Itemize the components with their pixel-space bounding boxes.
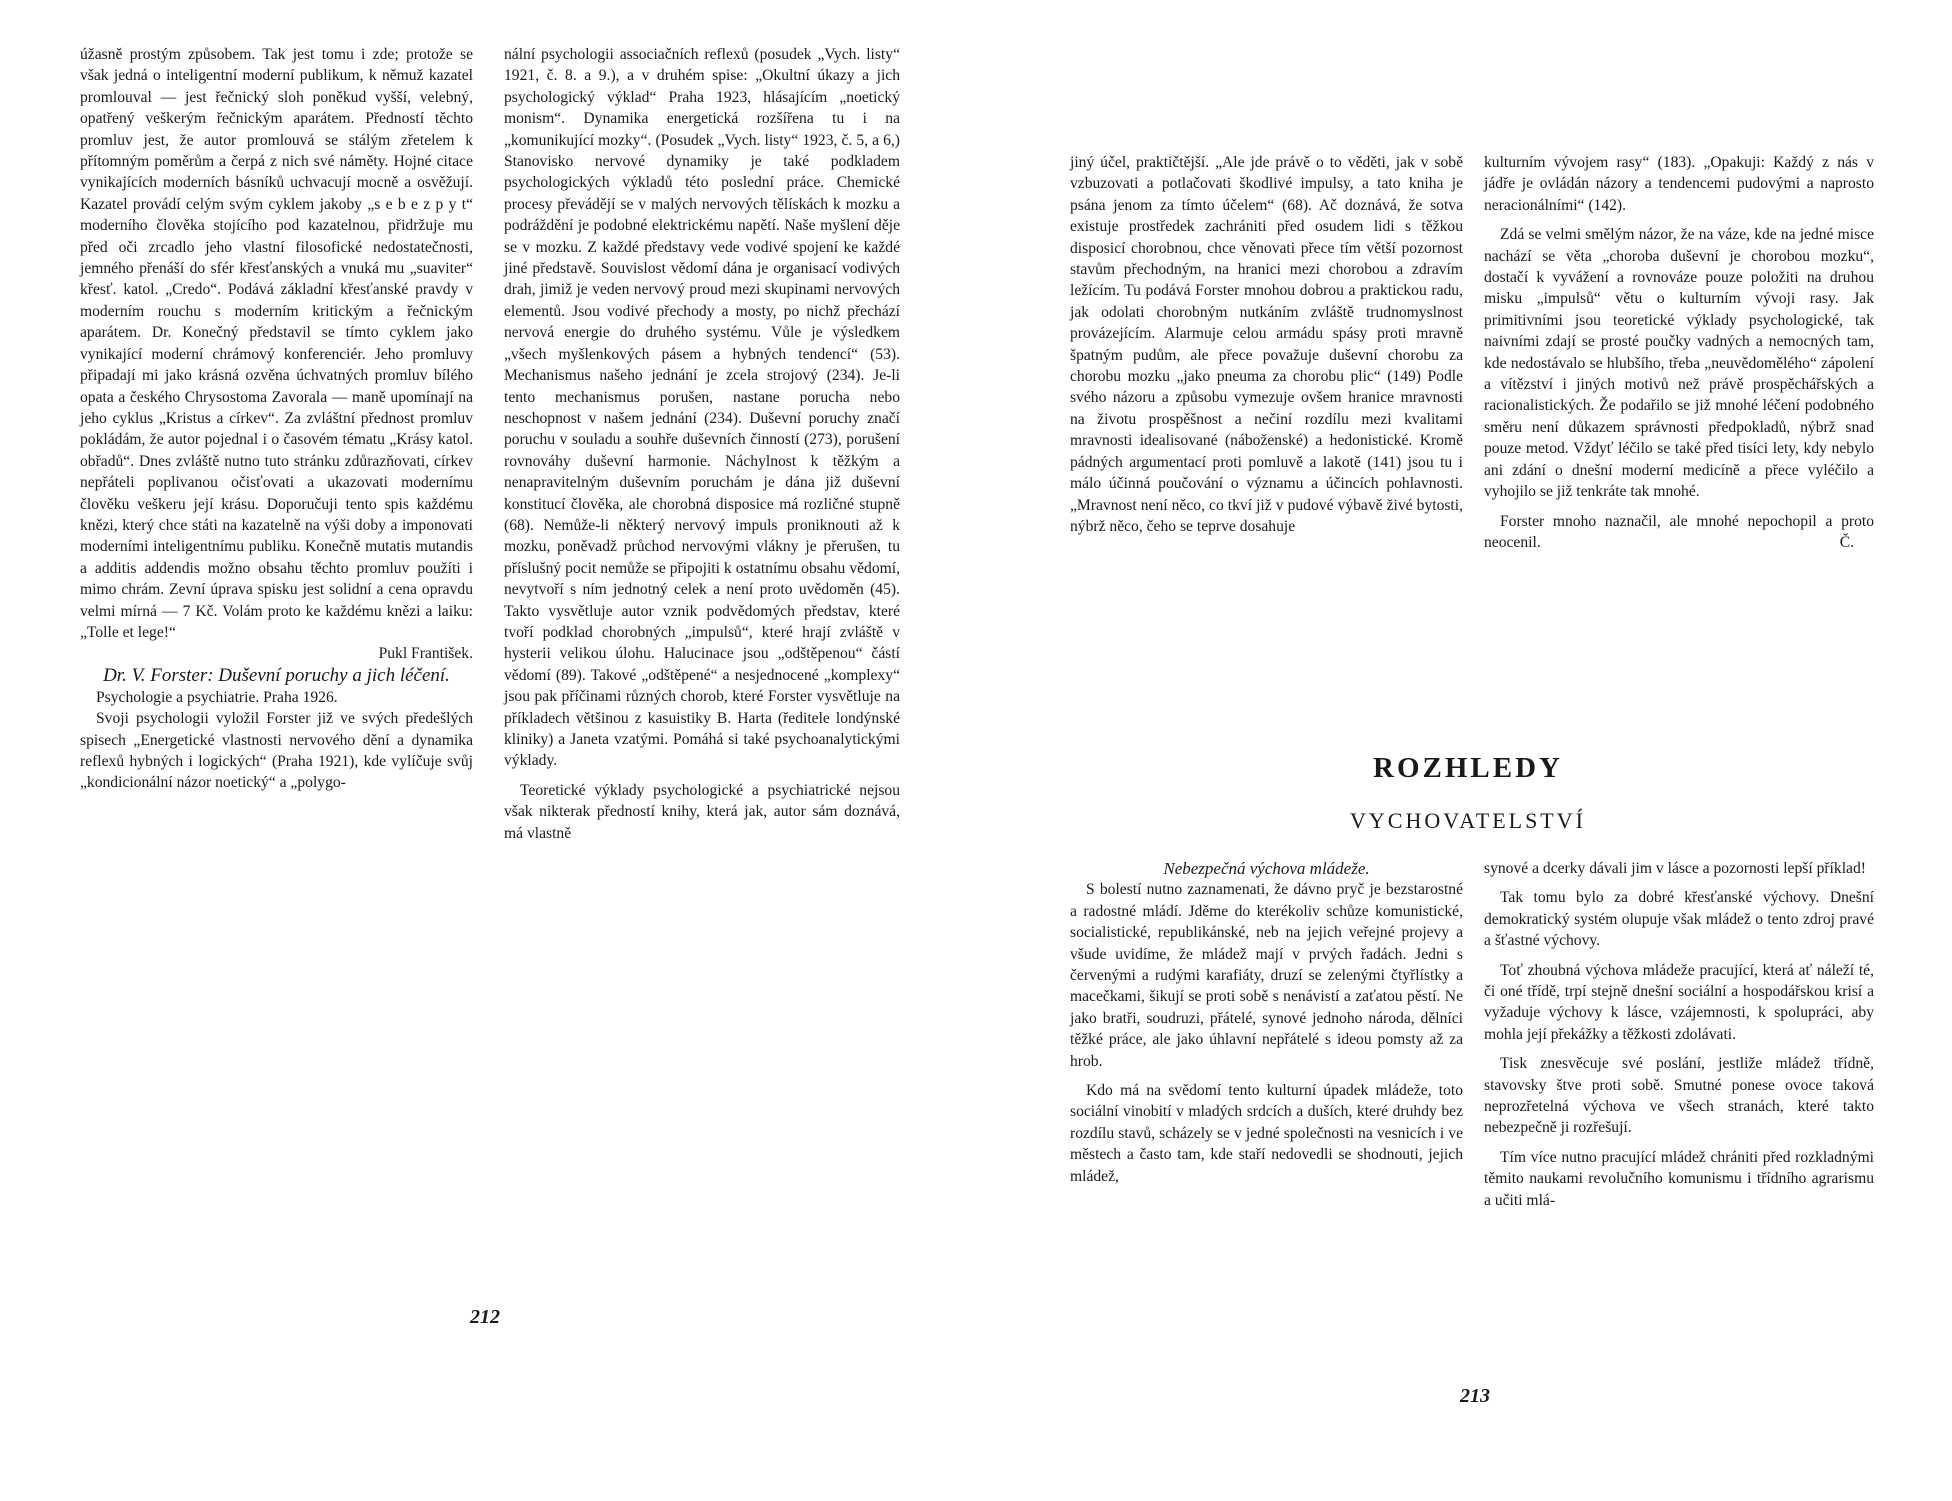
paragraph: Tak tomu bylo za dobré křesťanské výchovy. Dnešní demokratický systém olupuje však mládež o tento zdroj pravé a šťastné výchovy.: [1484, 889, 1874, 950]
paragraph: Tisk znesvěcuje své poslání, jestliže mládež třídně, stavovsky štve proti sobě. Smutné ponese ovoce taková neprozřetelná výchova ve všech stranách, které takto nebezpečně ji rozřešují.: [1484, 1055, 1874, 1137]
left-column-2: [504, 44, 900, 844]
left-column-1: [80, 44, 473, 794]
paragraph: Forster mnoho naznačil, ale mnohé nepochopil a proto neocenil.: [1484, 512, 1874, 551]
review-title: Dr. V. Forster: Duševní poruchy a jich léčení.: [103, 664, 450, 686]
paragraph: úžasně prostým způsobem. Tak jest tomu i zde; protože se však jedná o inteligentní moderní publikum, k němuž kazatel promlouval — jest řečnický sloh poněkud vyšší, velebný, opatřený veškerým řečnickým aparátem. Předností těchto promluv jest, že autor promlouvá se stálým zřetelem k přítomným poměrům a čerpá z nich své náměty. Hojné citace vynikajících moderních básníků uchvacují mocně a osvěžují. Kazatel provádí celým svým cyklem jakoby „s e b e z p y t“ moderního člověka stojícího pod kazatelnou, přidržuje mu před oči zrcadlo jeho vlastní filosofické nedostatečnosti, jemného přenáší do sfér křesťanských a vnuká mu „suaviter“ křesť. katol. „Credo“. Podává základní křesťanské pravdy v moderním rouchu s moderním kritickým a řečnickým aparátem. Dr. Konečný představil se tímto cyklem jako vynikající moderní chrámový konferenciér. Jeho promluvy připadají mi jako krásná ozvěna úchvatných promluv bílého opata a českého Chrysostoma Zavorala — maně upomínají na jeho cyklus „Kristus a církev“. Za zvláštní přednost promluv pokládám, že autor pojednal i o časovém tématu „Krásy katol. obřadů“. Dnes zvláště nutno tuto stránku zdůrazňovati, církev nepřáteli poplivanou očisťovati a ukazovati modernímu člověku veškeru její krásu. Doporučuji tento spis každému knězi, který chce státi na kazatelně na výši doby a imponovati moderními inteligentnímu publiku. Konečně mutatis mutandis a additis addendis možno obsahu těchto promluv použíti i mimo chrám. Zevní úprava spisku jest solidní a cena opravdu velmi mírná — 7 Kč. Volám proto ke každému knězi a laiku: „Tolle et lege!“: [80, 46, 473, 641]
paragraph: nální psychologii associačních reflexů (posudek „Vych. listy“ 1921, č. 8. a 9.), a v druhém spise: „Okultní úkazy a jich psychologický výklad“ Praha 1923, hlásajícím „noetický monism“. Dynamika energetická rozšířena tu i na „komunikující mozky“. (Posudek „Vych. listy“ 1923, č. 5, a 6,) Stanovisko nervové dynamiky je také podkladem psychologických výkladů této poslední práce. Chemické procesy převádějí se v malých nervových tělískách k mozku a podráždění je podobné elektrickému napětí. Naše myšlení děje se v mozku. Z každé představy vede vodivé spojení ke každé jiné představě. Souvislost vědomí dána je organisací vodivých drah, jimiž je veden nervový proud mezi skupinami nervových elementů. Jsou vodivé přechody a mosty, po nichž přechází nervová energie do druhého systému. Vůle je výsledkem „všech myšlenkových pásem a hybných tendencí“ (53). Mechanismus našeho jednání je zcela strojový (234). Je-li tento mechanismus porušen, nastane porucha nebo neschopnost v našem jednání (234). Duševní poruchy značí poruchu v souladu a souhře duševních činností (273), porušení rovnováhy duševní harmonie. Náchylnost k těžkým a nenapravitelným duševním poruchám je dána již duševní konstitucí člověka, ale chorobná disposice má rozličné stupně (68). Nemůže-li některý nervový impuls proniknouti až k mozku, poněvadž průchod nervovými vlákny je přerušen, tu příslušný pocit nemůže se připojiti k ostatnímu obsahu vědomí, nevytvoří s ním jednotný celek a není proto uvědoměn (45). Takto vysvětluje autor vznik podvědomých představ, které tvoří podklad chorobných „impulsů“, které hrají zvláště v hysterii velikou úlohu. Halucinace jsou „odštěpenou“ částí vědomí (89). Takové „odštěpené“ a nesjednocené „komplexy“ jsou pak příčinami různých chorob, které Forster vysvětluje na příkladech většinou z kasuistiky B. Harta (ředitele londýnské kliniky) a Janeta vzatými. Pomáhá si také psychoanalytickými výklady.: [504, 46, 900, 770]
section-heading: ROZHLEDY: [1373, 752, 1563, 784]
right-column-3: [1070, 858, 1463, 1187]
paragraph: Psychologie a psychiatrie. Praha 1926.: [96, 688, 338, 706]
paragraph: Teoretické výklady psychologické a psychiatrické nejsou však nikterak předností knihy, která jak, autor sám doznává, má vlastně: [504, 781, 900, 842]
paragraph: Toť zhoubná výchova mládeže pracující, která ať náleží té, či oné třídě, trpí stejně dnešní sociální a hospodářskou krisí a vyžaduje výchovy k lásce, vzájemnosti, k spolupráci, aby mohla její překážky a těžkosti zdolávati.: [1484, 961, 1874, 1043]
section-subheading: VYCHOVATELSTVÍ: [1350, 808, 1586, 833]
article-title: Nebezpečná výchova mládeže.: [1163, 859, 1370, 878]
paragraph: Tím více nutno pracující mládež chrániti před rozkladnými těmito naukami revolučního komunismu i třídního agrarismu a učiti mlá-: [1484, 1148, 1874, 1209]
paragraph: kulturním vývojem rasy“ (183). „Opakuji: Každý z nás v jádře je ovládán názory a tendencemi pudovými a naprosto neracionálními“ (142).: [1484, 154, 1874, 214]
paragraph: Zdá se velmi smělým názor, že na váze, kde na jedné misce nachází se věta „choroba duševní je chorobou mozku“, dostačí k vyvážení a rovnováze pouze položiti na druhou misku „impulsů“ větu o kulturním vývoji rasy. Jak primitivními jsou teoretické výklady psychologické, tak naivními zdají se prosté poučky vadných a nemocných tam, kde nedostávalo se hlubšího, třeba „neuvědomělého“ zápolení a vítězství i jiných motivů než právě prospěchářských a racionalistických. Že podařilo se již mnohé léčení podobného směru není důkazem správnosti předpokladů, nýbrž snad pouze metod. Vždyť léčilo se také před tisíci lety, kdy nebylo ani zdání o dnešní moderní medicíně a přece vyléčilo a vyhojilo se již tenkráte tak mnohé.: [1484, 226, 1874, 501]
right-column-2: [1484, 152, 1874, 554]
page-number: 212: [470, 1306, 500, 1328]
right-column-4: [1484, 858, 1874, 1211]
signature: Č.: [1839, 534, 1854, 552]
right-column-1: [1070, 152, 1463, 537]
paragraph: S bolestí nutno zaznamenati, že dávno pryč je bezstarostné a radostné mládí. Jděme do kterékoliv schůze komunistické, socialistické, republikánské, neb na jejich veřejné projevy a všude uvidíme, že mládež mají v prvých řadách. Jedni s červenými a rudými karafiáty, druzí se zelenými čtyřlístky a macečkami, šikují se proti sobě s nenávistí a zaťatou pěstí. Ne jako bratři, soudruzi, přátelé, synové jednoho národa, dělníci těžké práce, ale jako úhlavní nepřátelé s ideou pomsty až za hrob.: [1070, 881, 1463, 1070]
paragraph: synové a dcerky dávali jim v lásce a pozornosti lepší příklad!: [1484, 860, 1866, 877]
signature: Pukl František.: [378, 645, 473, 663]
paragraph: jiný účel, praktičtější. „Ale jde právě o to věděti, jak v sobě vzbuzovati a potlačovati škodlivé impulsy, a tato kniha je psána jenom za tímto účelem“ (68). Ač doznává, že sotva existuje prostředek zachrániti před osudem lidi s těžkou disposicí chorobnou, chce věnovati přece tím větší pozornost stavům přechodným, na hranici mezi chorobou a zdravím ležícím. Tu podává Forster mnohou dobrou a praktickou radu, jak odolati chorobným nutkáním zvláště trudnomyslnost provázejícím. Alarmuje celou armádu spásy proti mravně špatným pudům, ale přece považuje duševní chorobu za chorobu mozku „jako pneuma za chorobu plic“ (149) Podle svého názoru a způsobu vymezuje ovšem hranice mravnosti na životu prospěšnost a nečiní rozdílu mezi kvalitami mravnosti idealisované (náboženské) a hedonistické. Kromě pádných argumentací proti pomluvě a lakotě (141) jsou tu i málo účinná poučování o významu a účincích pohlavnosti. „Mravnost není něco, co tkví již v pudové výbavě živé bytosti, nýbrž něco, čeho se teprve dosahuje: [1070, 154, 1463, 535]
paragraph: Kdo má na svědomí tento kulturní úpadek mládeže, toto sociální vinobití v mladých srdcích a duších, které druhdy bez rozdílu stavů, scházely se v jedné společnosti na vesnicích i ve městech a často tam, kde staří nedovedli se shodnouti, jejich mládež,: [1070, 1082, 1463, 1185]
paragraph: Svoji psychologii vyložil Forster již ve svých předešlých spisech „Energetické vlastnosti nervového dění a dynamika reflexů hybných i logických“ (Praha 1921), kde vylíčuje svůj „kondicionální názor noetický“ a „polygo-: [80, 710, 473, 792]
page-number: 213: [1460, 1385, 1490, 1407]
